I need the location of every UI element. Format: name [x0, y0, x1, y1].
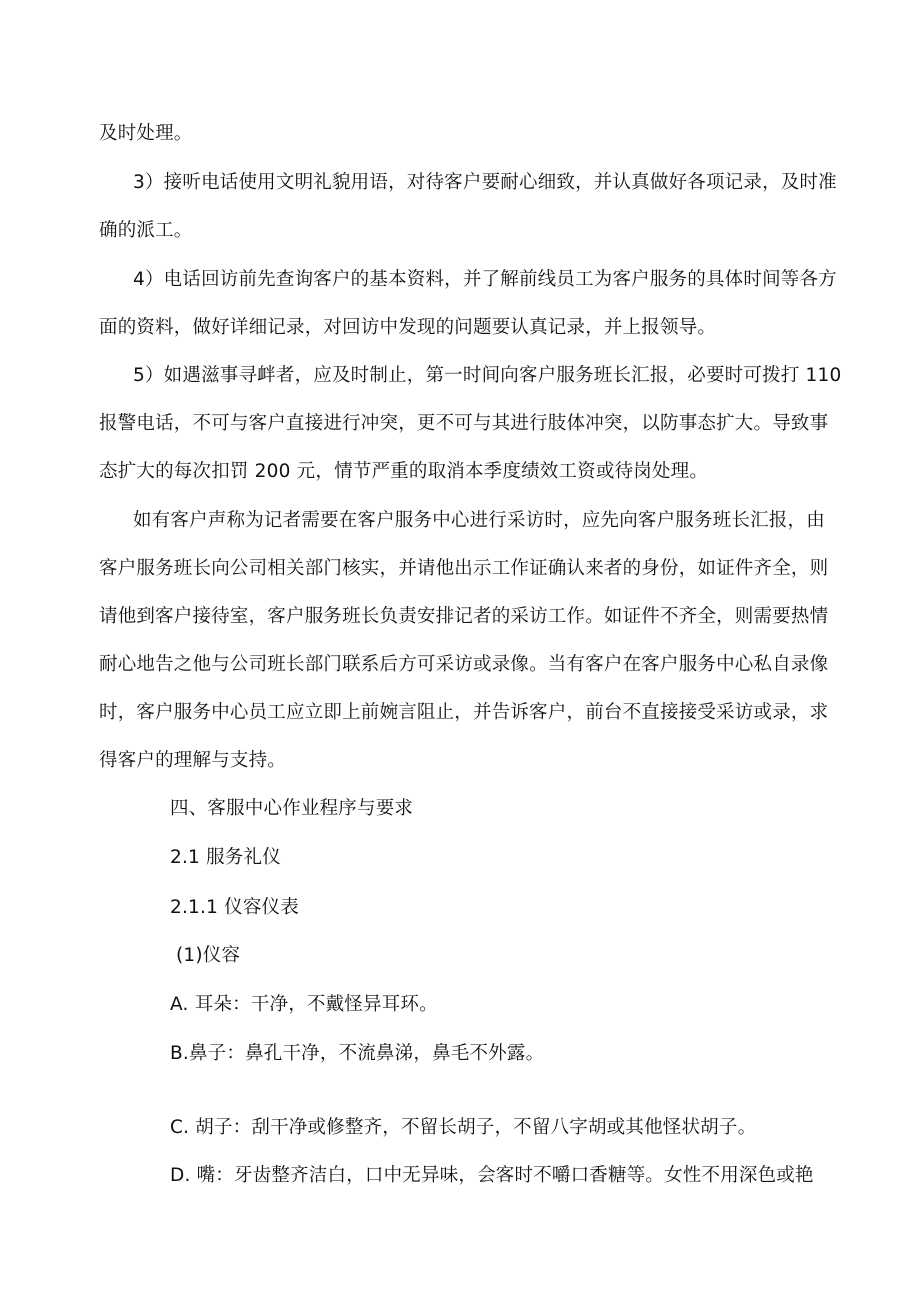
list-heading: (1)仪容 [176, 945, 241, 966]
text-line: 耐心地告之他与公司班长部门联系后方可采访或录像。当有客户在客户服务中心私自录像 [99, 654, 829, 675]
text-line-continuation: 及时处理。 [99, 123, 193, 144]
text-line-item-5: 5）如遇滋事寻衅者，应及时制止，第一时间向客户服务班长汇报，必要时可拨打 110 [133, 365, 842, 386]
text-line-paragraph-start: 如有客户声称为记者需要在客户服务中心进行采访时，应先向客户服务班长汇报，由 [133, 510, 825, 531]
sub-subsection-heading: 2.1.1 仪容仪表 [170, 897, 299, 918]
text-line-item-4: 4）电话回访前先查询客户的基本资料，并了解前线员工为客户服务的具体时间等各方 [133, 269, 837, 290]
text-line: 面的资料，做好详细记录，对回访中发现的问题要认真记录，并上报领导。 [99, 317, 717, 338]
text-line: 请他到客户接待室，客户服务班长负责安排记者的采访工作。如证件不齐全，则需要热情 [99, 606, 829, 627]
list-item-a: A. 耳朵：干净，不戴怪异耳环。 [170, 994, 438, 1015]
section-heading: 四、客服中心作业程序与要求 [170, 798, 414, 819]
text-line: 客户服务班长向公司相关部门核实，并请他出示工作证确认来者的身份，如证件齐全，则 [99, 558, 829, 579]
text-line: 态扩大的每次扣罚 200 元，情节严重的取消本季度绩效工资或待岗处理。 [99, 461, 709, 482]
list-item-b: B.鼻子：鼻孔干净，不流鼻涕，鼻毛不外露。 [170, 1043, 545, 1064]
text-line: 得客户的理解与支持。 [99, 750, 287, 771]
text-line: 确的派工。 [99, 220, 193, 241]
text-line: 时，客户服务中心员工应立即上前婉言阻止，并告诉客户，前台不直接接受采访或录，求 [99, 702, 829, 723]
text-line-item-3: 3）接听电话使用文明礼貌用语，对待客户要耐心细致，并认真做好各项记录，及时准 [133, 172, 837, 193]
subsection-heading: 2.1 服务礼仪 [170, 847, 281, 868]
text-line: 报警电话，不可与客户直接进行冲突，更不可与其进行肢体冲突，以防事态扩大。导致事 [99, 413, 829, 434]
list-item-d: D. 嘴：牙齿整齐洁白，口中无异味，会客时不嚼口香糖等。女性不用深色或艳 [170, 1165, 814, 1186]
list-item-c: C. 胡子：刮干净或修整齐，不留长胡子，不留八字胡或其他怪状胡子。 [170, 1117, 757, 1138]
